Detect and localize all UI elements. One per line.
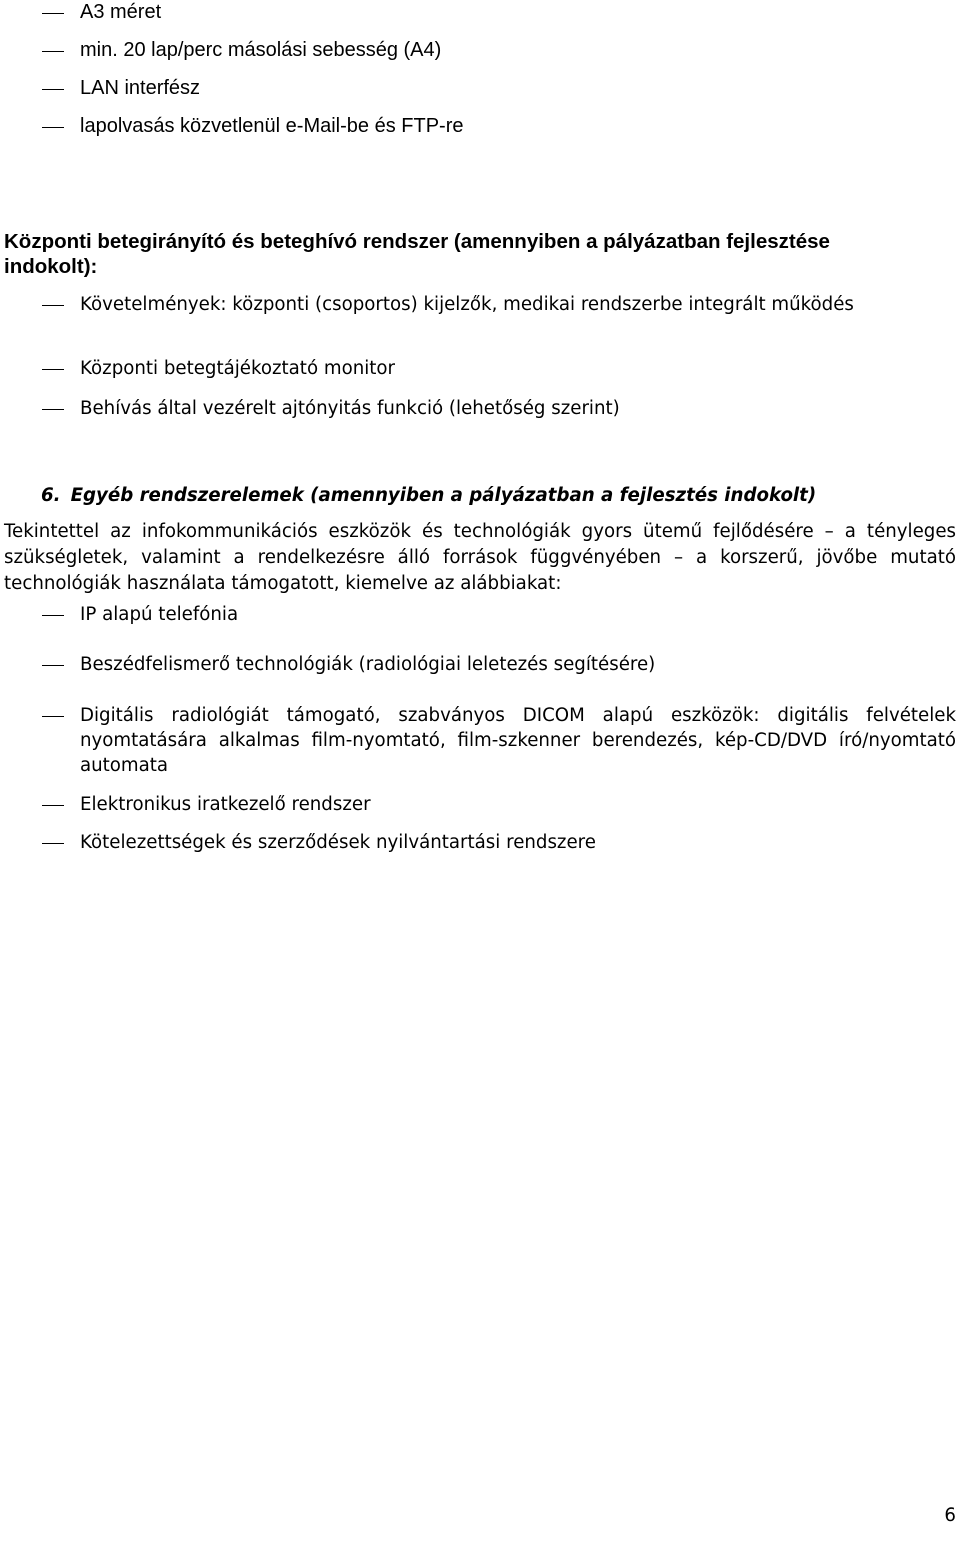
dash-bullet-icon — [42, 409, 64, 410]
list-item-text: Követelmények: központi (csoportos) kijelzők, medikai rendszerbe integrált működés — [80, 294, 854, 315]
list-item-text: Kötelezettségek és szerződések nyilvántartási rendszere — [80, 832, 596, 853]
section-title: Egyéb rendszerelemek (amennyiben a pályázatban a fejlesztés indokolt) — [70, 485, 817, 506]
list-item-text: min. 20 lap/perc másolási sebesség (A4) — [80, 39, 442, 61]
dash-bullet-icon — [42, 13, 64, 14]
section-heading-6 — [41, 483, 956, 508]
dash-bullet-icon — [42, 305, 64, 306]
dash-bullet-icon — [42, 89, 64, 90]
section6-intro-paragraph: Tekintettel az infokommunikációs eszközök és technológiák gyors ütemű fejlődésére – a tényleges szükségletek, valamint a rendelkezésre álló források függvényében – a korszerű, jövőbe mutató technológiák használata támogatott, kiemelve az alábbiakat: — [4, 521, 956, 594]
list-item-text: LAN interfész — [80, 77, 201, 99]
dash-bullet-icon — [42, 843, 64, 844]
dash-bullet-icon — [42, 665, 64, 666]
list-item-text: lapolvasás közvetlenül e-Mail-be és FTP-re — [80, 115, 464, 137]
page-number: 6 — [944, 1505, 956, 1526]
dash-bullet-icon — [42, 716, 64, 717]
list-item-text: Beszédfelismerő technológiák (radiológiai leletezés segítésére) — [80, 654, 656, 675]
section-number: 6. — [41, 485, 61, 506]
list-item-text: Központi betegtájékoztató monitor — [80, 358, 396, 379]
section-heading-patient-call: Központi betegirányító és beteghívó rendszer (amennyiben a pályázatban fejlesztése indokolt): — [4, 230, 830, 278]
dash-bullet-icon — [42, 615, 64, 616]
list-item-text: A3 méret — [80, 1, 162, 23]
dash-bullet-icon — [42, 51, 64, 52]
dash-bullet-icon — [42, 127, 64, 128]
list-item-text: Digitális radiológiát támogató, szabványos DICOM alapú eszközök: digitális felvételek nyomtatására alkalmas film-nyomtató, film-szkenner berendezés, kép-CD/DVD író/nyomtató automata — [80, 705, 956, 776]
list-item-text: IP alapú telefónia — [80, 604, 239, 625]
dash-bullet-icon — [42, 369, 64, 370]
list-item-text: Elektronikus iratkezelő rendszer — [80, 794, 371, 815]
list-item-text: Behívás által vezérelt ajtónyitás funkció (lehetőség szerint) — [80, 398, 620, 419]
dash-bullet-icon — [42, 805, 64, 806]
